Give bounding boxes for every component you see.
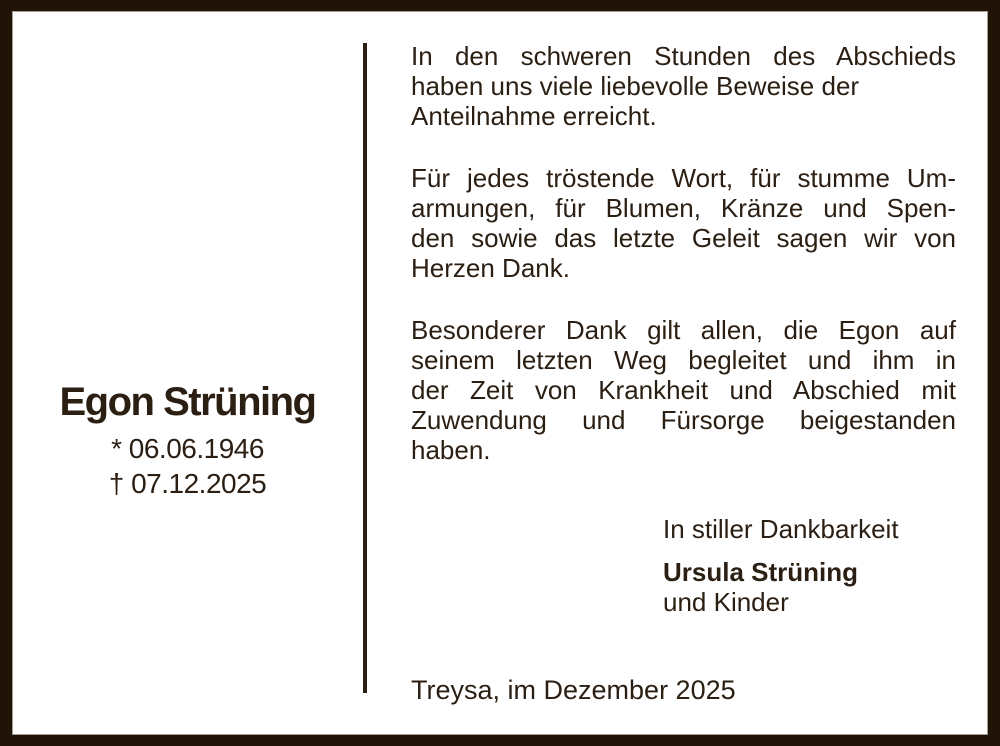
text-line: Anteilnahme erreicht. (411, 101, 657, 131)
place-dateline: Treysa, im Dezember 2025 (411, 675, 736, 705)
birth-date: * 06.06.1946 (111, 433, 264, 464)
life-dates (12, 431, 363, 501)
vertical-divider (363, 43, 367, 693)
text-line: haben. (411, 435, 491, 465)
deceased-block (12, 380, 363, 501)
mourner-name: Ursula Strüning (663, 557, 859, 587)
mourners-block (663, 557, 956, 617)
text-line: In den schweren Stunden des Abschieds (411, 41, 956, 71)
deceased-name: Egon Strüning (59, 380, 316, 424)
text-line: der Zeit von Krankheit und Abschied mit (411, 375, 956, 405)
paragraph (411, 163, 956, 283)
gratitude-line: In stiller Dankbarkeit (663, 514, 899, 544)
condolence-text (411, 41, 956, 705)
family-line: und Kinder (663, 587, 789, 617)
text-line: seinem letzten Weg begleitet und ihm in (411, 345, 956, 375)
text-line: haben uns viele liebevolle Beweise der (411, 71, 860, 101)
closing-block (663, 514, 956, 617)
thanks-paragraphs (411, 41, 956, 465)
text-line: Herzen Dank. (411, 253, 570, 283)
text-line: Zuwendung und Fürsorge beigestanden (411, 405, 956, 435)
paragraph (411, 41, 956, 131)
text-line: den sowie das letzte Geleit sagen wir von (411, 223, 956, 253)
death-date: † 07.12.2025 (108, 468, 267, 499)
paragraph (411, 315, 956, 465)
text-line: Für jedes tröstende Wort, für stumme Um- (411, 163, 956, 193)
text-line: armungen, für Blumen, Kränze und Spen- (411, 193, 956, 223)
text-line: Besonderer Dank gilt allen, die Egon auf (411, 315, 956, 345)
